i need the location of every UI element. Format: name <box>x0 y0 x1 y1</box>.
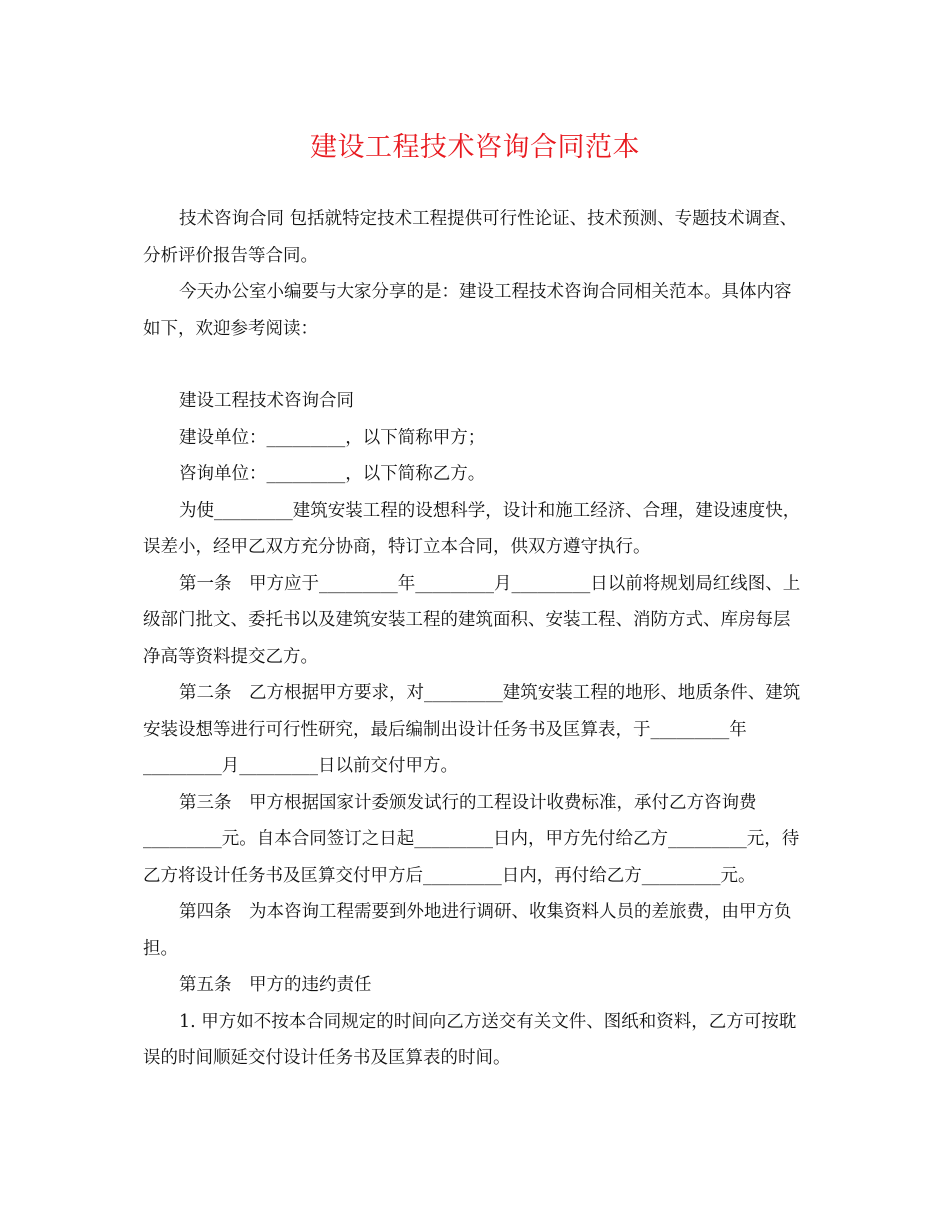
intro-paragraph: 技术咨询合同 包括就特定技术工程提供可行性论证、技术预测、专题技术调查、分析评价报告等合同。 <box>143 209 798 266</box>
article-4: 第四条 为本咨询工程需要到外地进行调研、收集资料人员的差旅费，由甲方负担。 <box>143 902 792 959</box>
document-title: 建设工程技术咨询合同范本 <box>310 132 640 163</box>
party-a-line: 建设单位：_________，以下简称甲方； <box>179 427 486 448</box>
intro-paragraph: 今天办公室小编要与大家分享的是：建设工程技术咨询合同相关范本。具体内容如下，欢迎参考阅读： <box>143 282 792 339</box>
article-2: 第二条 乙方根据甲方要求，对_________建筑安装工程的地形、地质条件、建筑安装设想等进行可行性研究，最后编制出设计任务书及匡算表，于_________年_________月_________日以前交付甲方。 <box>143 683 801 776</box>
article-5-heading: 第五条 甲方的违约责任 <box>179 975 372 995</box>
article-1: 第一条 甲方应于_________年_________月_________日以前将规划局红线图、上级部门批文、委托书以及建筑安装工程的建筑面积、安装工程、消防方式、库房每层净高等资料提交乙方。 <box>143 573 801 667</box>
purpose-paragraph: 为使_________建筑安装工程的设想科学，设计和施工经济、合理，建设速度快，误差小，经甲乙双方充分协商，特订立本合同，供双方遵守执行。 <box>143 500 801 557</box>
document-body <box>143 201 807 1077</box>
section-spacer <box>143 347 807 383</box>
contract-heading: 建设工程技术咨询合同 <box>179 391 355 411</box>
party-b-line: 咨询单位：_________，以下简称乙方。 <box>179 464 486 484</box>
article-5-item-1: 1. 甲方如不按本合同规定的时间向乙方送交有关文件、图纸和资料，乙方可按耽误的时间顺延交付设计任务书及匡算表的时间。 <box>143 1011 797 1068</box>
article-3: 第三条 甲方根据国家计委颁发试行的工程设计收费标准，承付乙方咨询费_________元。自本合同签订之日起_________日内，甲方先付给乙方_________元，待乙方将设计任务书及匡算交付甲方后_________日内，再付给乙方_________元。 <box>143 792 800 886</box>
